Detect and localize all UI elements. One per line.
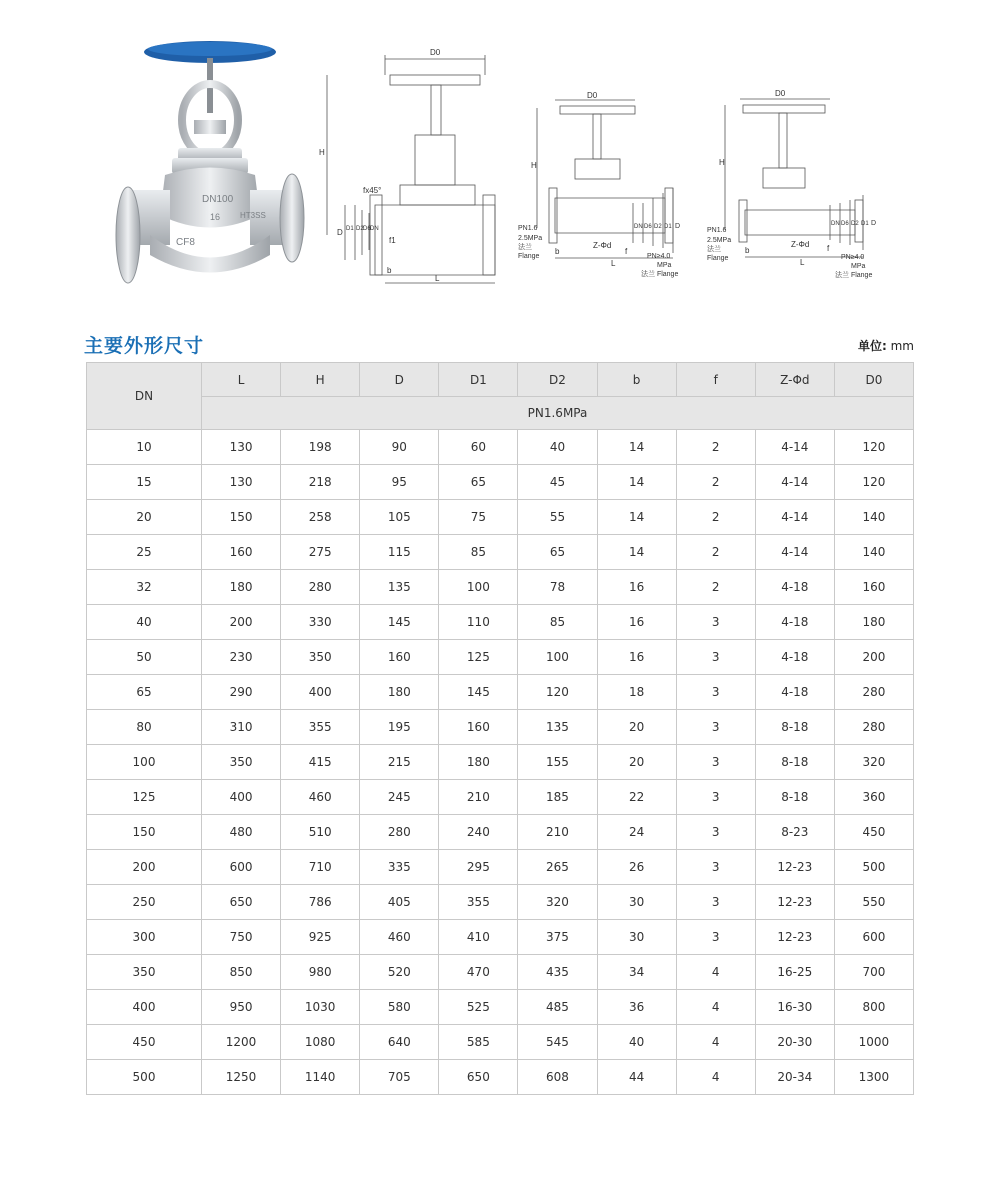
d3-label-pn25: 2.5MPa	[707, 237, 732, 244]
table-cell: 20-34	[755, 1060, 834, 1095]
table-cell: 4-14	[755, 500, 834, 535]
table-cell: 750	[202, 920, 281, 955]
table-cell: 800	[834, 990, 913, 1025]
d2-label-h: H	[531, 161, 537, 170]
d3-label-pn40: PN≥4.0	[841, 254, 865, 261]
table-cell: 280	[834, 710, 913, 745]
table-cell: 405	[360, 885, 439, 920]
table-cell: 16-30	[755, 990, 834, 1025]
d2-label-d: D	[675, 223, 681, 230]
header-col: L	[202, 363, 281, 397]
table-cell: 485	[518, 990, 597, 1025]
table-cell: 140	[834, 535, 913, 570]
d3-label-bolts: Z-Φd	[791, 240, 810, 249]
table-cell: 1300	[834, 1060, 913, 1095]
table-cell: 4-14	[755, 430, 834, 465]
table-cell: 180	[360, 675, 439, 710]
d3-label-d6: D6	[841, 221, 849, 227]
table-row	[87, 955, 914, 990]
table-cell: 355	[281, 710, 360, 745]
table-cell: 4-18	[755, 640, 834, 675]
d1-label-d: D	[337, 228, 343, 237]
table-cell: 45	[518, 465, 597, 500]
table-row	[87, 920, 914, 955]
table-cell: 110	[439, 605, 518, 640]
table-cell: 95	[360, 465, 439, 500]
table-cell: 360	[834, 780, 913, 815]
d3-label-d1: D1	[861, 221, 869, 227]
table-cell: 198	[281, 430, 360, 465]
table-cell: 215	[360, 745, 439, 780]
table-cell: 44	[597, 1060, 676, 1095]
table-cell: 2	[676, 430, 755, 465]
header-col: D0	[834, 363, 913, 397]
table-cell: 650	[202, 885, 281, 920]
table-cell: 4	[676, 1025, 755, 1060]
table-cell: 850	[202, 955, 281, 990]
table-cell: 335	[360, 850, 439, 885]
table-cell: 12-23	[755, 885, 834, 920]
d2-label-pn40: PN≥4.0	[647, 253, 671, 260]
table-cell: 85	[518, 605, 597, 640]
table-cell: 1200	[202, 1025, 281, 1060]
table-cell: 218	[281, 465, 360, 500]
table-cell: 460	[360, 920, 439, 955]
table-cell: 375	[518, 920, 597, 955]
table-cell: 470	[439, 955, 518, 990]
table-row	[87, 605, 914, 640]
d1-label-b: b	[387, 266, 392, 275]
table-cell: 145	[360, 605, 439, 640]
table-cell: 125	[439, 640, 518, 675]
d2-label-pn16: PN1.6	[518, 225, 538, 232]
table-cell: 3	[676, 815, 755, 850]
table-cell: 400	[202, 780, 281, 815]
d2-label-flange-en: Flange	[518, 253, 540, 260]
table-cell: 258	[281, 500, 360, 535]
table-header	[87, 363, 914, 430]
table-cell: 525	[439, 990, 518, 1025]
table-cell: 435	[518, 955, 597, 990]
table-cell: 20	[597, 745, 676, 780]
d2-label-d1: D1	[664, 224, 672, 230]
cell-dn: 200	[87, 850, 202, 885]
d2-label-bolts: Z-Φd	[593, 241, 612, 250]
table-cell: 640	[360, 1025, 439, 1060]
d2-label-b: b	[555, 247, 560, 256]
d2-label-mpa: MPa	[657, 262, 672, 269]
table-cell: 30	[597, 920, 676, 955]
d1-label-d1: D1	[346, 226, 354, 232]
d1-label-h: H	[319, 148, 325, 157]
table-cell: 245	[360, 780, 439, 815]
table-cell: 12-23	[755, 920, 834, 955]
table-cell: 3	[676, 780, 755, 815]
cell-dn: 500	[87, 1060, 202, 1095]
d1-label-d2: D2	[356, 226, 364, 232]
d3-label-d0: D0	[775, 89, 786, 98]
table-cell: 980	[281, 955, 360, 990]
table-cell: 3	[676, 745, 755, 780]
table-cell: 600	[202, 850, 281, 885]
table-cell: 310	[202, 710, 281, 745]
cell-dn: 80	[87, 710, 202, 745]
header-col: D2	[518, 363, 597, 397]
table-cell: 160	[360, 640, 439, 675]
table-cell: 4	[676, 1060, 755, 1095]
d1-label-chamfer: fx45°	[363, 186, 382, 195]
table-cell: 350	[202, 745, 281, 780]
table-cell: 14	[597, 500, 676, 535]
table-cell: 550	[834, 885, 913, 920]
header-col: f	[676, 363, 755, 397]
d3-label-f: f	[827, 244, 830, 253]
table-cell: 4-14	[755, 535, 834, 570]
d2-label-d2: D2	[654, 224, 662, 230]
d3-label-l: L	[800, 258, 805, 267]
table-row	[87, 675, 914, 710]
table-cell: 26	[597, 850, 676, 885]
table-cell: 415	[281, 745, 360, 780]
table-cell: 180	[439, 745, 518, 780]
table-cell: 160	[834, 570, 913, 605]
table-cell: 145	[439, 675, 518, 710]
table-cell: 3	[676, 605, 755, 640]
table-cell: 16	[597, 605, 676, 640]
header-dn: DN	[87, 363, 202, 430]
table-cell: 100	[518, 640, 597, 675]
cell-dn: 25	[87, 535, 202, 570]
table-cell: 200	[202, 605, 281, 640]
table-cell: 1250	[202, 1060, 281, 1095]
table-cell: 410	[439, 920, 518, 955]
table-cell: 8-18	[755, 780, 834, 815]
table-cell: 34	[597, 955, 676, 990]
table-cell: 1140	[281, 1060, 360, 1095]
table-cell: 400	[281, 675, 360, 710]
cell-dn: 450	[87, 1025, 202, 1060]
table-row	[87, 430, 914, 465]
table-cell: 210	[518, 815, 597, 850]
pressure-rating-header: PN1.6MPa	[202, 397, 914, 430]
table-cell: 240	[439, 815, 518, 850]
d1-label-l: L	[435, 274, 440, 283]
table-cell: 280	[834, 675, 913, 710]
d2-label-d0: D0	[587, 91, 598, 100]
header-col: H	[281, 363, 360, 397]
cell-dn: 400	[87, 990, 202, 1025]
table-cell: 18	[597, 675, 676, 710]
table-cell: 20-30	[755, 1025, 834, 1060]
table-cell: 195	[360, 710, 439, 745]
table-cell: 295	[439, 850, 518, 885]
cell-dn: 150	[87, 815, 202, 850]
table-cell: 185	[518, 780, 597, 815]
table-cell: 2	[676, 500, 755, 535]
d3-label-pn16: PN1.6	[707, 227, 727, 234]
d1-label-d0: D0	[430, 48, 441, 57]
table-cell: 14	[597, 535, 676, 570]
header-col: Z-Φd	[755, 363, 834, 397]
cell-dn: 15	[87, 465, 202, 500]
table-cell: 135	[518, 710, 597, 745]
table-cell: 1000	[834, 1025, 913, 1060]
table-cell: 140	[834, 500, 913, 535]
table-cell: 120	[834, 430, 913, 465]
table-cell: 14	[597, 465, 676, 500]
table-row	[87, 500, 914, 535]
table-cell: 160	[202, 535, 281, 570]
table-cell: 3	[676, 885, 755, 920]
table-cell: 105	[360, 500, 439, 535]
table-cell: 120	[834, 465, 913, 500]
drawing-2	[515, 88, 700, 288]
d3-label-mpa: MPa	[851, 263, 866, 270]
table-cell: 355	[439, 885, 518, 920]
drawing-3	[705, 85, 895, 285]
unit-value: mm	[890, 339, 914, 353]
table-cell: 265	[518, 850, 597, 885]
table-cell: 700	[834, 955, 913, 990]
table-row	[87, 1025, 914, 1060]
d2-label-flange-cn: 法兰	[518, 244, 532, 251]
table-cell: 925	[281, 920, 360, 955]
d2-label-dn: DN	[634, 224, 643, 230]
table-cell: 180	[202, 570, 281, 605]
table-cell: 710	[281, 850, 360, 885]
table-cell: 2	[676, 535, 755, 570]
table-row	[87, 780, 914, 815]
table-cell: 3	[676, 640, 755, 675]
table-cell: 120	[518, 675, 597, 710]
d2-label-d6: D6	[644, 224, 652, 230]
d3-label-flange-cn: 法兰	[707, 246, 721, 253]
cell-dn: 300	[87, 920, 202, 955]
table-cell: 350	[281, 640, 360, 675]
d3-label-h: H	[719, 158, 725, 167]
cell-dn: 32	[87, 570, 202, 605]
header-col: D1	[439, 363, 518, 397]
table-cell: 210	[439, 780, 518, 815]
table-cell: 585	[439, 1025, 518, 1060]
table-row	[87, 745, 914, 780]
table-cell: 3	[676, 675, 755, 710]
body-mark-dn: DN100	[202, 194, 234, 205]
table-cell: 30	[597, 885, 676, 920]
table-cell: 650	[439, 1060, 518, 1095]
header-col: b	[597, 363, 676, 397]
table-row	[87, 850, 914, 885]
table-row	[87, 570, 914, 605]
table-cell: 16	[597, 640, 676, 675]
table-cell: 3	[676, 920, 755, 955]
body-mark-pn: 16	[210, 212, 221, 222]
product-figures	[0, 0, 1000, 300]
cell-dn: 40	[87, 605, 202, 640]
unit-label-text: 单位:	[857, 339, 887, 353]
table-row	[87, 815, 914, 850]
table-cell: 78	[518, 570, 597, 605]
table-cell: 3	[676, 710, 755, 745]
table-cell: 155	[518, 745, 597, 780]
table-cell: 180	[834, 605, 913, 640]
table-cell: 85	[439, 535, 518, 570]
cell-dn: 350	[87, 955, 202, 990]
d1-label-dn: DN	[370, 226, 379, 232]
table-cell: 230	[202, 640, 281, 675]
table-cell: 460	[281, 780, 360, 815]
d3-label-d2: D2	[851, 221, 859, 227]
table-cell: 450	[834, 815, 913, 850]
table-cell: 510	[281, 815, 360, 850]
table-cell: 16	[597, 570, 676, 605]
table-cell: 75	[439, 500, 518, 535]
table-cell: 55	[518, 500, 597, 535]
table-cell: 2	[676, 465, 755, 500]
table-cell: 320	[834, 745, 913, 780]
table-cell: 22	[597, 780, 676, 815]
table-row	[87, 465, 914, 500]
body-mark-brand: HT3SS	[240, 211, 266, 220]
table-row	[87, 1060, 914, 1095]
table-cell: 600	[834, 920, 913, 955]
table-cell: 40	[518, 430, 597, 465]
valve-photo	[110, 40, 310, 290]
table-cell: 16-25	[755, 955, 834, 990]
table-cell: 135	[360, 570, 439, 605]
table-row	[87, 535, 914, 570]
unit-label	[858, 337, 914, 354]
table-cell: 200	[834, 640, 913, 675]
cell-dn: 50	[87, 640, 202, 675]
table-cell: 320	[518, 885, 597, 920]
table-cell: 150	[202, 500, 281, 535]
table-cell: 500	[834, 850, 913, 885]
table-row	[87, 990, 914, 1025]
table-cell: 160	[439, 710, 518, 745]
table-cell: 14	[597, 430, 676, 465]
table-cell: 290	[202, 675, 281, 710]
table-cell: 786	[281, 885, 360, 920]
table-row	[87, 710, 914, 745]
d2-label-flange-both: 法兰 Flange	[641, 271, 679, 278]
d2-label-pn25: 2.5MPa	[518, 235, 543, 242]
table-cell: 1080	[281, 1025, 360, 1060]
body-mark-material: CF8	[176, 237, 195, 248]
table-cell: 950	[202, 990, 281, 1025]
cell-dn: 125	[87, 780, 202, 815]
table-cell: 24	[597, 815, 676, 850]
cell-dn: 10	[87, 430, 202, 465]
d3-label-flange-both: 法兰 Flange	[835, 272, 873, 279]
table-body	[87, 430, 914, 1095]
table-cell: 90	[360, 430, 439, 465]
drawing-1	[315, 45, 500, 290]
table-cell: 40	[597, 1025, 676, 1060]
table-cell: 115	[360, 535, 439, 570]
table-row	[87, 885, 914, 920]
table-cell: 705	[360, 1060, 439, 1095]
cell-dn: 250	[87, 885, 202, 920]
table-cell: 330	[281, 605, 360, 640]
table-cell: 12-23	[755, 850, 834, 885]
table-cell: 4	[676, 955, 755, 990]
table-cell: 65	[518, 535, 597, 570]
table-cell: 280	[360, 815, 439, 850]
table-cell: 545	[518, 1025, 597, 1060]
table-cell: 8-18	[755, 710, 834, 745]
table-cell: 4-14	[755, 465, 834, 500]
table-cell: 8-23	[755, 815, 834, 850]
d3-label-d: D	[871, 220, 877, 227]
cell-dn: 100	[87, 745, 202, 780]
cell-dn: 65	[87, 675, 202, 710]
table-cell: 4-18	[755, 675, 834, 710]
table-cell: 1030	[281, 990, 360, 1025]
cell-dn: 20	[87, 500, 202, 535]
table-cell: 65	[439, 465, 518, 500]
table-cell: 520	[360, 955, 439, 990]
d2-label-l: L	[611, 259, 616, 268]
table-cell: 480	[202, 815, 281, 850]
table-cell: 4	[676, 990, 755, 1025]
table-cell: 3	[676, 850, 755, 885]
table-cell: 130	[202, 465, 281, 500]
d3-label-dn: DN	[831, 221, 840, 227]
table-cell: 275	[281, 535, 360, 570]
table-cell: 36	[597, 990, 676, 1025]
d3-label-flange-en: Flange	[707, 255, 729, 262]
table-cell: 580	[360, 990, 439, 1025]
dimensions-table	[86, 362, 914, 1095]
d1-label-f1: f1	[389, 236, 396, 245]
d3-label-b: b	[745, 246, 750, 255]
table-cell: 2	[676, 570, 755, 605]
table-cell: 8-18	[755, 745, 834, 780]
table-cell: 4-18	[755, 605, 834, 640]
table-cell: 280	[281, 570, 360, 605]
d2-label-f: f	[625, 247, 628, 256]
table-row	[87, 640, 914, 675]
table-cell: 4-18	[755, 570, 834, 605]
table-cell: 20	[597, 710, 676, 745]
d1-label-d6: D6	[363, 226, 371, 232]
section-title: 主要外形尺寸	[84, 335, 205, 357]
table-cell: 60	[439, 430, 518, 465]
table-cell: 100	[439, 570, 518, 605]
table-cell: 130	[202, 430, 281, 465]
header-col: D	[360, 363, 439, 397]
table-cell: 608	[518, 1060, 597, 1095]
